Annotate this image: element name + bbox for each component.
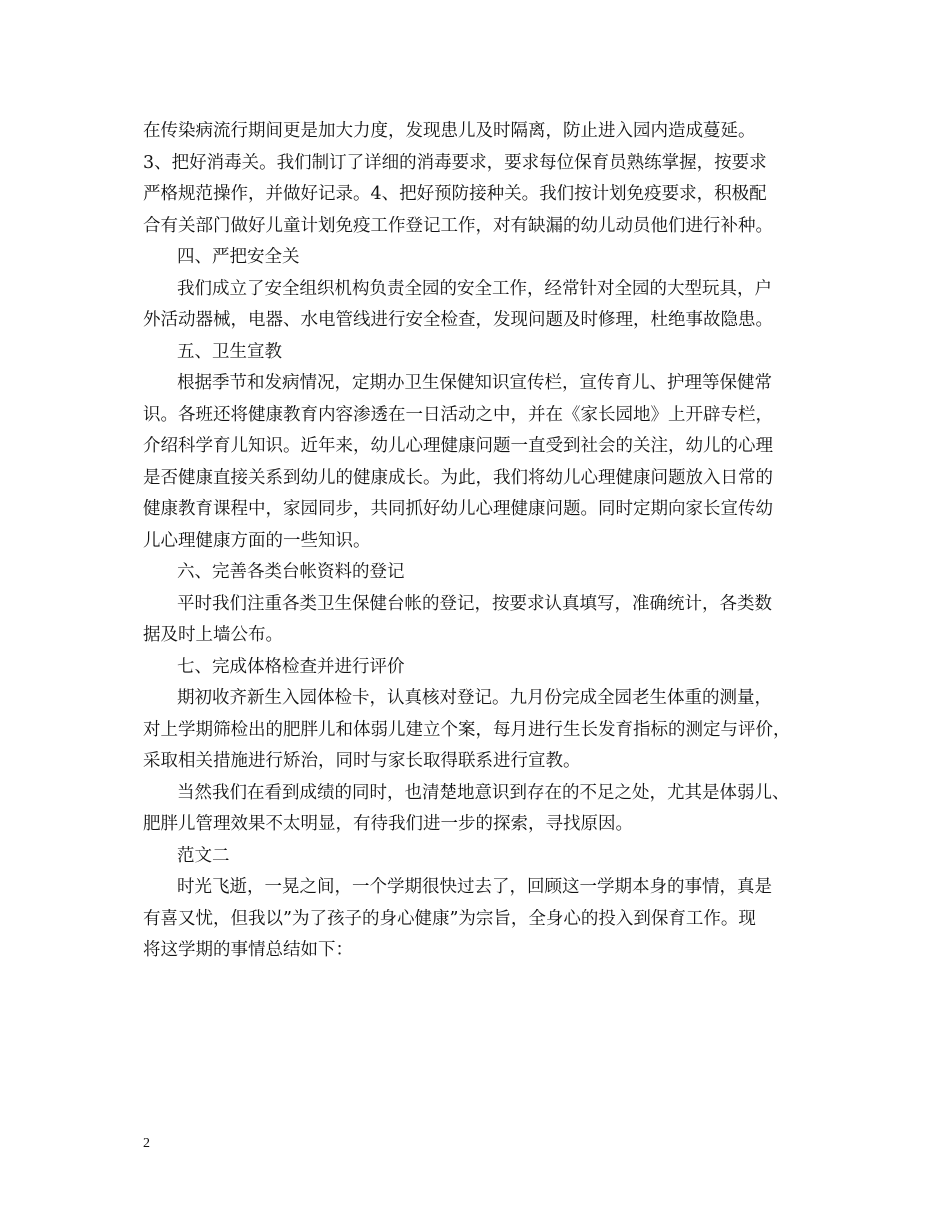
section-heading: 四、严把安全关 [177, 247, 300, 267]
text-line: 时光飞逝，一晃之间，一个学期很快过去了，回顾这一学期本身的事情，真是 [177, 877, 772, 897]
text-line: 有喜又忧，但我以”为了孩子的身心健康”为宗旨，全身心的投入到保育工作。现 [143, 908, 756, 929]
text-line: 在传染病流行期间更是加大力度，发现患儿及时隔离，防止进入园内造成蔓延。 [143, 121, 756, 141]
text-line: 肥胖儿管理效果不太明显，有待我们进一步的探索，寻找原因。 [143, 814, 633, 834]
text-line: 我们成立了安全组织机构负责全园的安全工作，经常针对全园的大型玩具，户 [177, 278, 772, 299]
text-line: 将这学期的事情总结如下： [143, 940, 353, 960]
section-heading: 范文二 [177, 845, 230, 866]
text-line: 介绍科学育儿知识。近年来，幼儿心理健康问题一直受到社会的关注，幼儿的心理 [143, 436, 773, 456]
text-line: 据及时上墙公布。 [143, 625, 283, 645]
document-body [143, 116, 823, 967]
text-line: 外活动器械，电器、水电管线进行安全检查，发现问题及时修理，杜绝事故隐患。 [143, 310, 773, 330]
text-line: 期初收齐新生入园体检卡，认真核对登记。九月份完成全园老生体重的测量， [177, 688, 772, 708]
text-line: 采取相关措施进行矫治，同时与家长取得联系进行宣教。 [143, 751, 581, 771]
text-line: 根据季节和发病情况，定期办卫生保健知识宣传栏，宣传育儿、护理等保健常 [177, 373, 772, 393]
text-line: 对上学期筛检出的肥胖儿和体弱儿建立个案，每月进行生长发育指标的测定与评价， [143, 719, 791, 740]
text-line: 识。各班还将健康教育内容渗透在一日活动之中，并在《家长园地》上开辟专栏， [143, 404, 773, 425]
text-line: 是否健康直接关系到幼儿的健康成长。为此，我们将幼儿心理健康问题放入日常的 [143, 467, 773, 488]
text-line: 健康教育课程中，家园同步，共同抓好幼儿心理健康问题。同时定期向家长宣传幼 [143, 499, 773, 519]
text-line: 儿心理健康方面的一些知识。 [143, 530, 371, 551]
text-line: 合有关部门做好儿童计划免疫工作登记工作，对有缺漏的幼儿动员他们进行补种。 [143, 215, 773, 236]
section-heading: 五、卫生宣教 [177, 341, 282, 362]
text-line: 平时我们注重各类卫生保健台帐的登记，按要求认真填写，准确统计，各类数 [177, 593, 772, 614]
text-line: 3、把好消毒关。我们制订了详细的消毒要求，要求每位保育员熟练掌握，按要求 [143, 152, 767, 173]
section-heading: 七、完成体格检查并进行评价 [177, 656, 405, 677]
text-line: 严格规范操作，并做好记录。4、把好预防接种关。我们按计划免疫要求，积极配 [143, 184, 767, 204]
page-number: 2 [143, 1136, 150, 1151]
section-heading: 六、完善各类台帐资料的登记 [177, 562, 405, 582]
text-line: 当然我们在看到成绩的同时，也清楚地意识到存在的不足之处，尤其是体弱儿、 [177, 782, 790, 803]
